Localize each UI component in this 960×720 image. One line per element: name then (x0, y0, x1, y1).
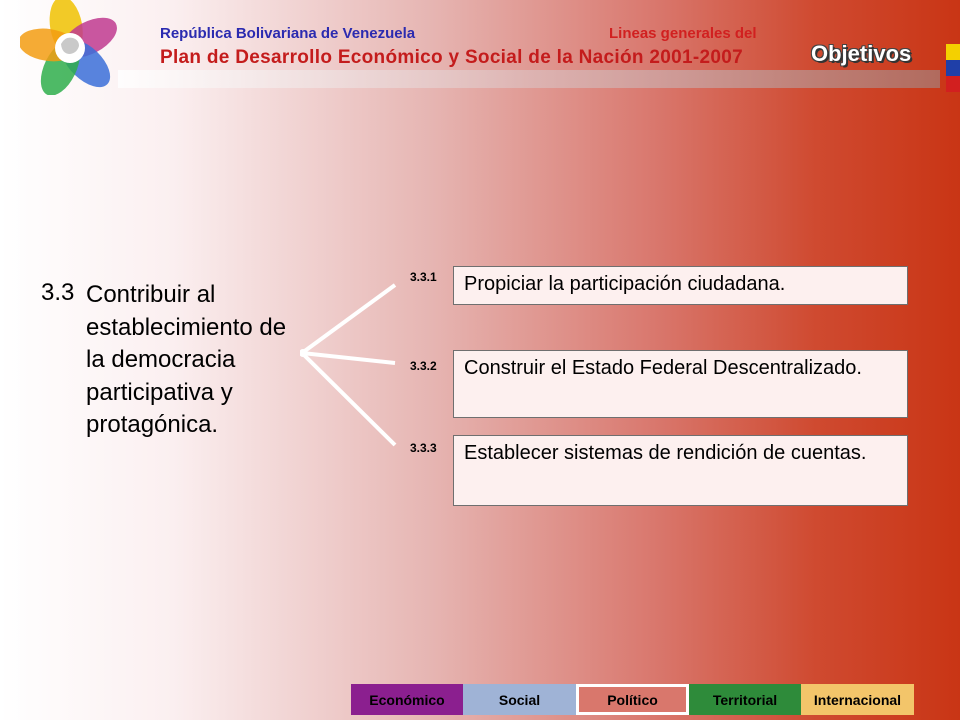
sub-objective-box-2: Construir el Estado Federal Descentralizado. (453, 350, 908, 418)
nav-tab-economico[interactable]: Económico (351, 684, 463, 715)
section-title: Objetivos (811, 41, 912, 66)
header-divider-bar (118, 70, 940, 88)
category-nav (351, 684, 914, 715)
sub-objective-number-3: 3.3.3 (410, 441, 437, 455)
flag-icon (946, 44, 960, 92)
plan-title: Plan de Desarrollo Económico y Social de la Nación 2001-2007 (160, 47, 743, 68)
flag-stripe-blue (946, 60, 960, 76)
objective-number: 3.3 (41, 279, 75, 306)
nav-tab-social[interactable]: Social (463, 684, 576, 715)
nav-tab-internacional[interactable]: Internacional (801, 684, 914, 715)
country-name: República Bolivariana de Venezuela (160, 25, 416, 42)
sub-objective-number-1: 3.3.1 (410, 270, 437, 284)
nav-tab-politico[interactable]: Político (576, 684, 689, 715)
logo-flower-icon (20, 0, 120, 95)
objective-text: Contribuir al establecimiento de la democracia participativa y protagónica. (86, 281, 287, 438)
connector-line-2 (302, 353, 395, 363)
sub-objective-number-2: 3.3.2 (410, 359, 437, 373)
connector-line-1 (302, 285, 395, 353)
flag-stripe-red (946, 76, 960, 92)
flag-stripe-yellow (946, 44, 960, 60)
connector-line-3 (302, 353, 395, 445)
lineas-generales-label: Lineas generales del (609, 25, 757, 42)
nav-tab-territorial[interactable]: Territorial (689, 684, 801, 715)
sub-objective-box-3: Establecer sistemas de rendición de cuentas. (453, 435, 908, 506)
sub-objective-box-1: Propiciar la participación ciudadana. (453, 266, 908, 305)
